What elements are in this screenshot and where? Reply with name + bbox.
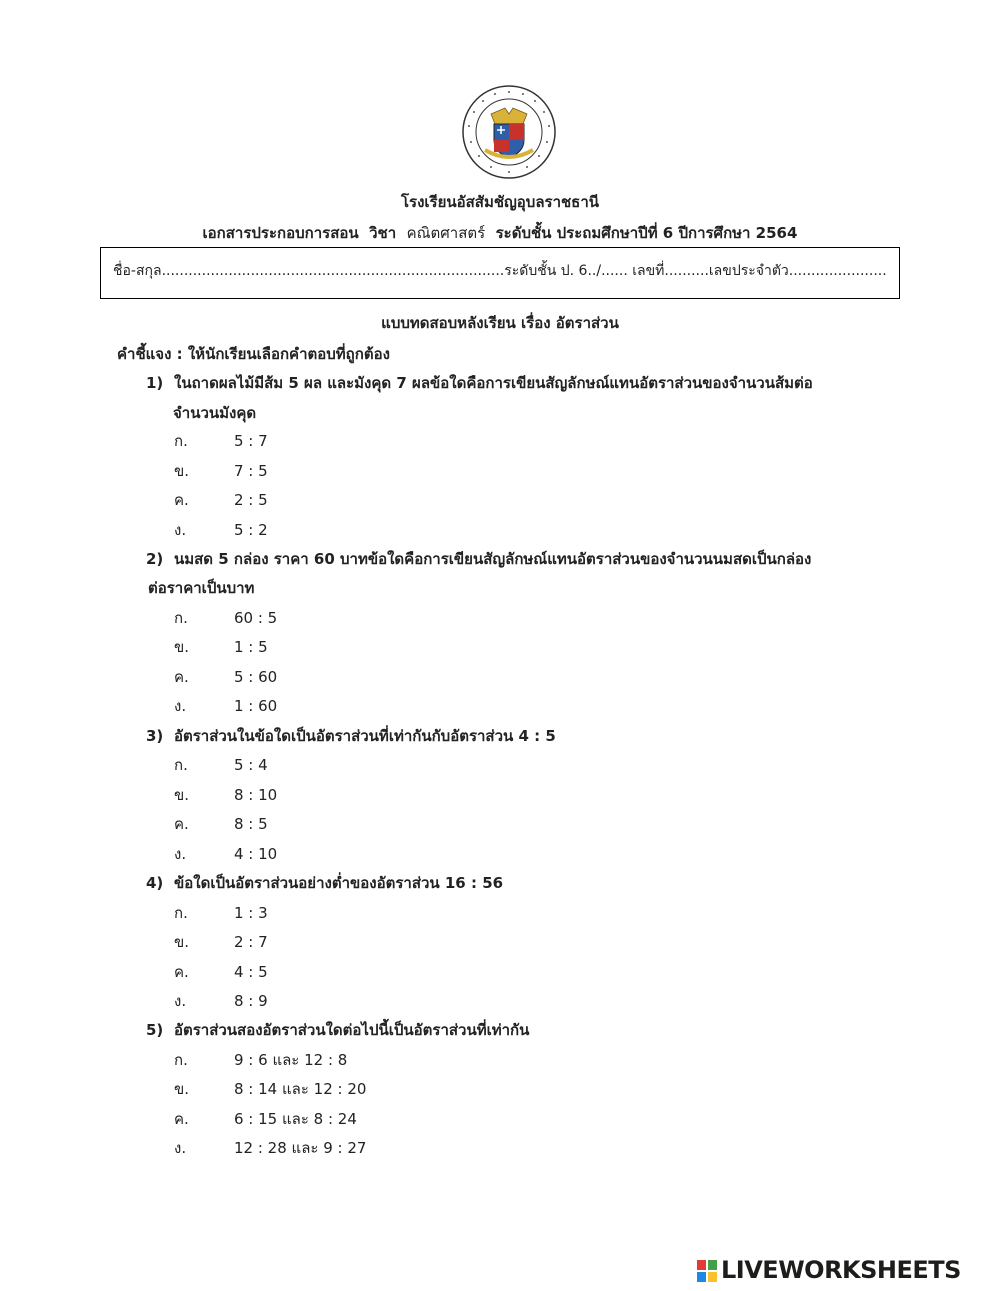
option[interactable] (174, 1077, 366, 1101)
option[interactable] (174, 429, 268, 453)
option[interactable] (174, 1136, 366, 1160)
option-value: 1 : 3 (234, 904, 268, 922)
option[interactable] (174, 930, 268, 954)
liveworksheets-logo-icon (697, 1260, 717, 1282)
option-label: ข. (174, 462, 190, 480)
question-text: อัตราส่วนในข้อใดเป็นอัตราส่วนที่เท่ากันกับอัตราส่วน 4 : 5 (174, 727, 556, 745)
option[interactable] (174, 606, 277, 630)
question-3 (146, 724, 556, 748)
option-value: 60 : 5 (234, 609, 278, 627)
option-label: ข. (174, 933, 190, 951)
option-label: ง. (174, 697, 187, 715)
option[interactable] (174, 1107, 357, 1131)
option[interactable] (174, 812, 268, 836)
option-value: 4 : 10 (234, 845, 278, 863)
option-label: ก. (174, 756, 188, 774)
subject-name: คณิตศาสตร์ (406, 224, 486, 242)
option[interactable] (174, 901, 268, 925)
option-value: 8 : 9 (234, 992, 268, 1010)
option-label: ค. (174, 1110, 189, 1128)
option-label: ข. (174, 638, 190, 656)
option[interactable] (174, 665, 277, 689)
option-value: 8 : 10 (234, 786, 278, 804)
option[interactable] (174, 518, 268, 542)
question-text: ข้อใดเป็นอัตราส่วนอย่างต่ำของอัตราส่วน 16 : 56 (174, 874, 504, 892)
option-value: 12 : 28 และ 9 : 27 (234, 1139, 367, 1157)
option-value: 1 : 60 (234, 697, 278, 715)
test-title: แบบทดสอบหลังเรียน เรื่อง อัตราส่วน (381, 314, 619, 332)
option-label: ก. (174, 609, 188, 627)
option-label: ก. (174, 1051, 188, 1069)
option-value: 5 : 7 (234, 432, 268, 450)
option-label: ค. (174, 815, 189, 833)
question-1 (146, 371, 813, 395)
option-label: ค. (174, 491, 189, 509)
option-label: ข. (174, 786, 190, 804)
option[interactable] (174, 989, 268, 1013)
option-label: ง. (174, 992, 187, 1010)
option-value: 9 : 6 และ 12 : 8 (234, 1051, 348, 1069)
school-name: โรงเรียนอัสสัมชัญอุบลราชธานี (400, 193, 600, 211)
option[interactable] (174, 694, 277, 718)
question-number: 4) (146, 874, 164, 892)
question-5 (146, 1018, 529, 1042)
question-1-continuation: จำนวนมังคุด (173, 404, 257, 422)
option[interactable] (174, 1048, 347, 1072)
option[interactable] (174, 459, 268, 483)
option[interactable] (174, 488, 268, 512)
option-label: ค. (174, 668, 189, 686)
question-number: 5) (146, 1021, 164, 1039)
instructions: คำชี้แจง : ให้นักเรียนเลือกคำตอบที่ถูกต้อง (117, 345, 390, 363)
option-value: 6 : 15 และ 8 : 24 (234, 1110, 357, 1128)
option-value: 2 : 7 (234, 933, 268, 951)
level-text: ระดับชั้น ประถมศึกษาปีที่ 6 ปีการศึกษา 2564 (495, 224, 798, 242)
option-value: 8 : 14 และ 12 : 20 (234, 1080, 367, 1098)
option[interactable] (174, 842, 277, 866)
document-line (0, 221, 1000, 245)
question-2 (146, 547, 811, 571)
student-info-box (100, 247, 900, 299)
option[interactable] (174, 783, 277, 807)
option-value: 2 : 5 (234, 491, 268, 509)
option[interactable] (174, 635, 268, 659)
option-label: ง. (174, 521, 187, 539)
question-text: อัตราส่วนสองอัตราส่วนใดต่อไปนี้เป็นอัตราส่วนที่เท่ากัน (174, 1021, 530, 1039)
option-label: ก. (174, 432, 188, 450)
option-value: 7 : 5 (234, 462, 268, 480)
option[interactable] (174, 753, 268, 777)
question-2-continuation: ต่อราคาเป็นบาท (148, 579, 255, 597)
option-label: ก. (174, 904, 188, 922)
option-label: ง. (174, 1139, 187, 1157)
question-number: 1) (146, 374, 164, 392)
student-info-text: ชื่อ-สกุล.............................................................................ระดับชั้น ป. 6../...... เลขที่..........เลขประจำตัว...................... (113, 263, 887, 279)
doc-type: เอกสารประกอบการสอน (202, 224, 359, 242)
subject-label: วิชา (369, 224, 397, 242)
school-seal-logo (461, 84, 557, 180)
option-label: ง. (174, 845, 187, 863)
question-text: ในถาดผลไม้มีส้ม 5 ผล และมังคุด 7 ผลข้อใดคือการเขียนสัญลักษณ์แทนอัตราส่วนของจำนวนส้มต่อ (174, 374, 813, 392)
option-value: 5 : 2 (234, 521, 268, 539)
option-value: 4 : 5 (234, 963, 268, 981)
option[interactable] (174, 960, 268, 984)
option-label: ข. (174, 1080, 190, 1098)
question-4 (146, 871, 503, 895)
option-value: 1 : 5 (234, 638, 268, 656)
question-text: นมสด 5 กล่อง ราคา 60 บาทข้อใดคือการเขียนสัญลักษณ์แทนอัตราส่วนของจำนวนนมสดเป็นกล่อง (174, 550, 812, 568)
option-value: 5 : 60 (234, 668, 278, 686)
brand-text: LIVEWORKSHEETS (721, 1256, 961, 1284)
question-number: 3) (146, 727, 164, 745)
option-label: ค. (174, 963, 189, 981)
option-value: 5 : 4 (234, 756, 268, 774)
option-value: 8 : 5 (234, 815, 268, 833)
question-number: 2) (146, 550, 164, 568)
